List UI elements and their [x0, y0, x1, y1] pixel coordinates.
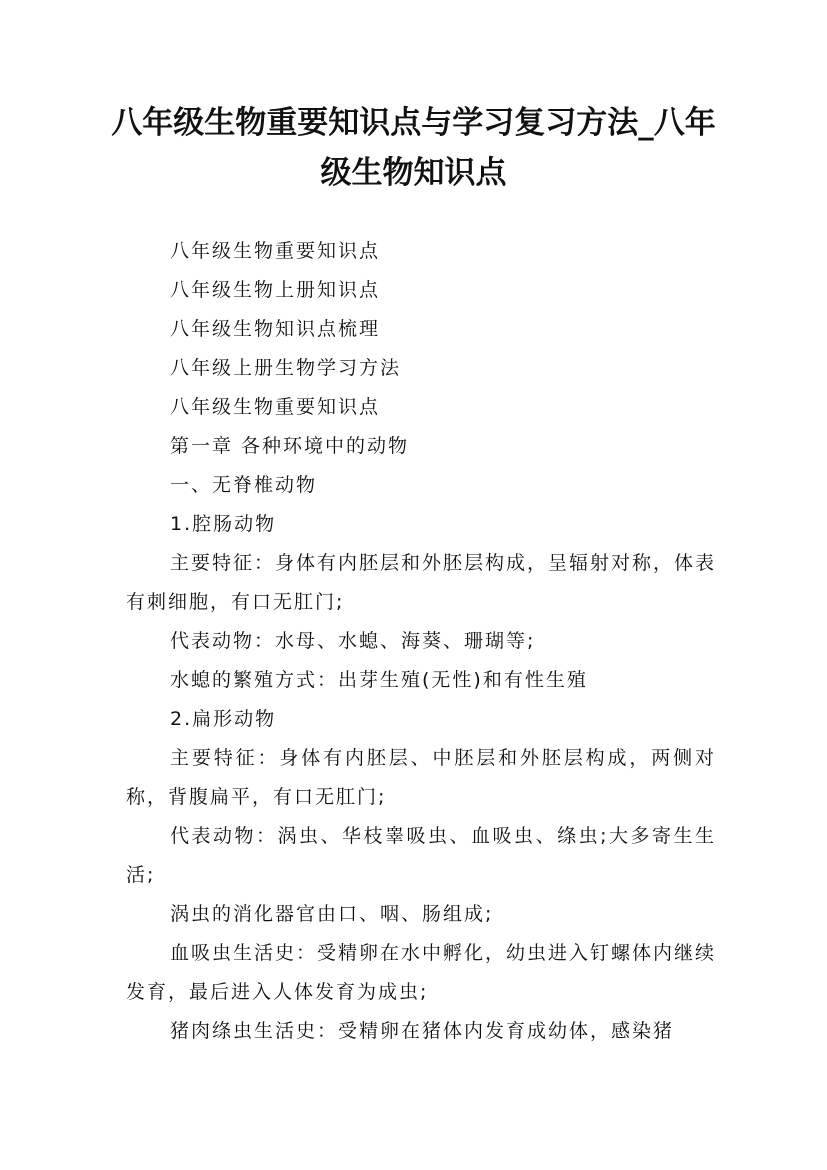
- paragraph: 水螅的繁殖方式：出芽生殖(无性)和有性生殖: [170, 669, 588, 691]
- paragraph: 八年级生物上册知识点: [170, 279, 381, 301]
- paragraph: 涡虫的消化器官由口、咽、肠组成;: [170, 903, 494, 925]
- paragraph: 主要特征：身体有内胚层和外胚层构成，呈辐射对称，体表有刺细胞，有口无肛门;: [126, 552, 717, 613]
- document-title: 八年级生物重要知识点与学习复习方法_八年级生物知识点: [111, 105, 716, 191]
- section-heading: 一、无脊椎动物: [170, 474, 318, 496]
- paragraph: 血吸虫生活史：受精卵在水中孵化，幼虫进入钉螺体内继续发育，最后进入人体发育为成虫;: [126, 942, 717, 1003]
- paragraph: 八年级生物重要知识点: [170, 396, 381, 418]
- paragraph: 八年级生物重要知识点: [170, 240, 381, 262]
- subsection-heading: 2.扁形动物: [170, 708, 277, 730]
- paragraph: 八年级生物知识点梳理: [170, 318, 381, 340]
- paragraph: 代表动物：水母、水螅、海葵、珊瑚等;: [170, 630, 536, 652]
- paragraph: 主要特征：身体有内胚层、中胚层和外胚层构成，两侧对称，背腹扁平，有口无肛门;: [126, 747, 716, 808]
- document-body: [126, 232, 716, 1051]
- chapter-heading: 第一章 各种环境中的动物: [170, 435, 410, 457]
- paragraph: 八年级上册生物学习方法: [170, 357, 402, 379]
- subsection-heading: 1.腔肠动物: [170, 513, 277, 535]
- paragraph: 猪肉绦虫生活史：受精卵在猪体内发育成幼体，感染猪: [170, 1020, 675, 1042]
- paragraph: 代表动物：涡虫、华枝睾吸虫、血吸虫、绦虫;大多寄生生活;: [126, 825, 716, 886]
